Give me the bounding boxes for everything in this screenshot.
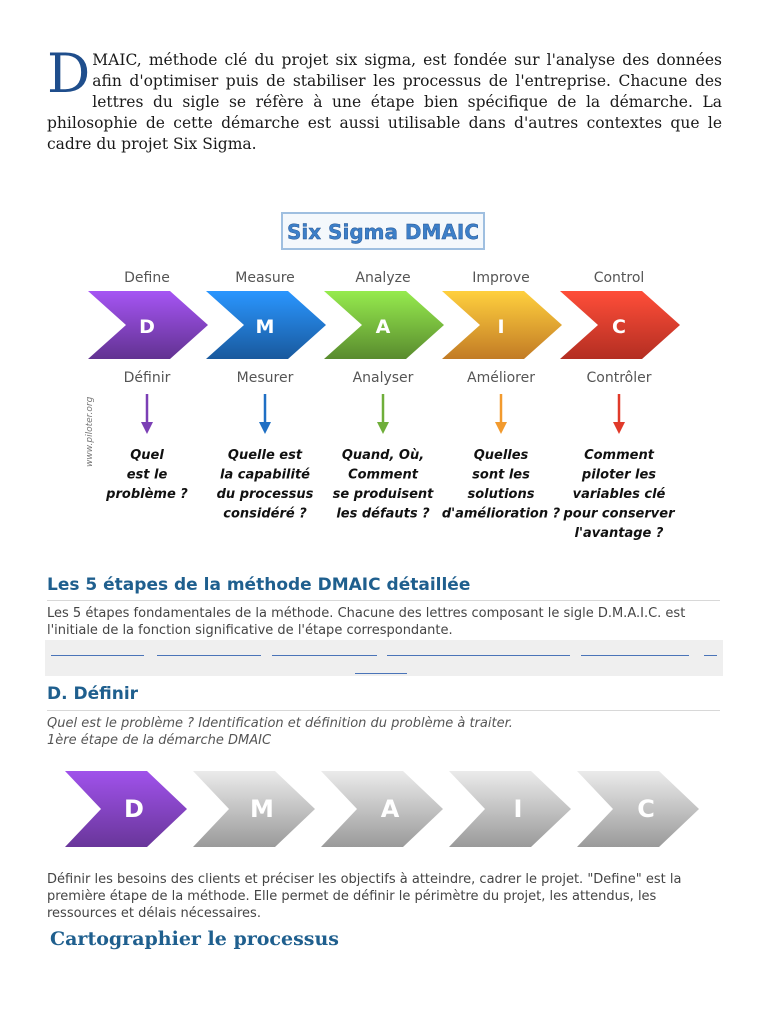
step-name-en: Define (124, 270, 170, 286)
subsection-title: Cartographier le processus (50, 928, 339, 950)
step-question-line: considéré ? (223, 506, 307, 522)
step-name-en: Measure (235, 270, 295, 286)
step-question-line: pour conserver (563, 506, 675, 522)
progress-letter: M (250, 795, 274, 823)
step-question-line: Quelle est (227, 448, 303, 463)
step-question-line: Comment (584, 448, 654, 463)
progress-letter: I (513, 795, 523, 823)
step-question-line: d'amélioration ? (441, 506, 561, 522)
step-question-line: Comment (348, 467, 418, 483)
step-question-line: l'avantage ? (574, 526, 664, 541)
step-letter: C (612, 316, 626, 338)
step-question-line: se produisent (332, 487, 434, 502)
arrow-head-icon (141, 422, 153, 434)
step-question-line: sont les (472, 467, 530, 483)
progress-letter: C (637, 795, 655, 823)
step-question-line: piloter les (581, 467, 657, 483)
arrow-head-icon (377, 422, 389, 434)
dmaic-progress (60, 768, 710, 850)
figure-title-box (282, 213, 484, 249)
link-analyze[interactable] (272, 655, 377, 656)
link-measure[interactable] (157, 655, 261, 656)
step-name-fr: Analyser (352, 370, 414, 386)
link-control[interactable] (581, 655, 689, 656)
section-description: Les 5 étapes fondamentales de la méthode. Chacune des lettres composant le sigle D.M.A.I.C. est l'initiale de la fonction significative de l'étape correspondante. (47, 606, 686, 638)
progress-letter: D (124, 795, 144, 823)
arrow-head-icon (495, 422, 507, 434)
step-name-fr: Contrôler (586, 370, 652, 386)
step-question-line: Quelles (473, 448, 529, 463)
step-question-line: est le (126, 467, 168, 483)
step-links-bar (45, 640, 723, 676)
arrow-head-icon (259, 422, 271, 434)
step-question-line: problème ? (106, 487, 188, 502)
watermark: www.piloter.org (85, 396, 95, 467)
define-body: Définir les besoins des clients et préciser les objectifs à atteindre, cadrer le projet. "Define" est la première étape de la méthode. Elle permet de définir le périmètre du projet, les attendus, les ressources et délais nécessaires. (47, 872, 682, 921)
drop-cap: D (47, 42, 91, 105)
define-step-number: 1ère étape de la démarche DMAIC (47, 733, 272, 748)
intro-paragraph (47, 42, 722, 155)
dmaic-figure (70, 205, 700, 550)
section-divider (47, 600, 720, 601)
define-divider (47, 710, 720, 711)
step-name-fr: Définir (123, 370, 171, 386)
step-letter: I (497, 316, 505, 338)
step-letter: D (139, 316, 155, 338)
section-title: Les 5 étapes de la méthode DMAIC détaillée (47, 575, 471, 595)
link-improve[interactable] (387, 655, 570, 656)
step-question-line: Quand, Où, (341, 448, 425, 463)
step-name-en: Control (593, 270, 645, 286)
step-question-line: les défauts ? (336, 506, 430, 522)
figure-title: Six Sigma DMAIC (286, 220, 480, 244)
define-title: D. Définir (47, 684, 139, 704)
step-name-en: Analyze (355, 270, 411, 286)
arrow-head-icon (613, 422, 625, 434)
step-name-en: Improve (472, 270, 530, 286)
link-more[interactable] (704, 655, 717, 656)
link-define[interactable] (51, 655, 144, 656)
step-letter: A (375, 316, 391, 338)
step-question-line: du processus (216, 487, 314, 502)
intro-text: MAIC, méthode clé du projet six sigma, est fondée sur l'analyse des données afin d'optimiser puis de stabiliser les processus de l'entreprise. Chacune des lettres du sigle se réfère à une étape bien spécifique de la démarche. La philosophie de cette démarche est aussi utilisable dans d'autres contextes que le cadre du projet Six Sigma. (47, 51, 722, 153)
step-question-line: la capabilité (219, 467, 311, 483)
link-more-continued[interactable] (355, 673, 407, 674)
step-question-line: Quel (130, 448, 164, 463)
step-name-fr: Améliorer (467, 370, 535, 386)
define-question: Quel est le problème ? Identification et définition du problème à traiter. (47, 716, 513, 731)
step-question-line: solutions (467, 487, 535, 502)
progress-letter: A (380, 795, 400, 823)
step-letter: M (255, 316, 275, 338)
progress-chevron (449, 771, 571, 847)
step-name-fr: Mesurer (236, 370, 294, 386)
step-question-line: variables clé (572, 487, 666, 502)
